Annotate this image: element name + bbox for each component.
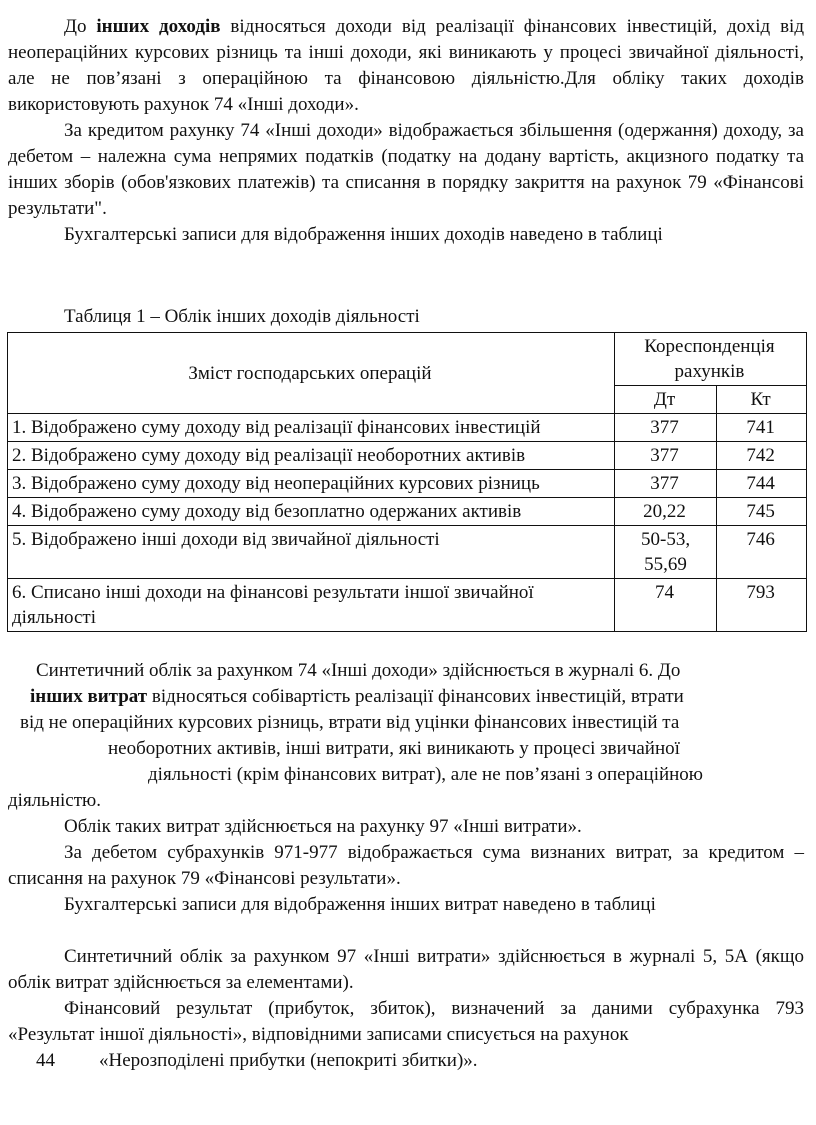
text-body: відносяться доходи від реалізації фінансових інвестицій, дохід від неопераційних курсових різниць та інші доходи, які виникають у процесі звичайної діяльності, але не пов’язані з операційною та фінансовою діяльністю.Для обліку таких доходів використовують рахунок 74 «Інші доходи». — [8, 16, 804, 115]
paragraph-subaccounts-971-977: За дебетом субрахунків 971-977 відображається сума визнаних витрат, за кредитом – списання на рахунок 79 «Фінансові результати». — [8, 842, 804, 889]
table-header-row — [8, 333, 807, 386]
credit-cell: 793 — [717, 579, 807, 632]
operation-cell: 2. Відображено суму доходу від реалізації необоротних активів — [8, 442, 615, 470]
bold-term-other-expenses: інших витрат — [30, 686, 148, 707]
text-prefix: До — [64, 16, 97, 37]
header-debit: Дт — [614, 386, 716, 414]
table-row — [8, 579, 807, 632]
paragraph-financial-result: Фінансовий результат (прибуток, збиток), визначений за даними субрахунка 793 «Результат іншої діяльності», відповідними записами списується на рахунок — [8, 998, 804, 1045]
operation-cell: 4. Відображено суму доходу від безоплатно одержаних активів — [8, 498, 615, 526]
income-accounting-table — [7, 332, 807, 632]
paragraph-journal-5: Синтетичний облік за рахунком 97 «Інші витрати» здійснюється в журналі 5, 5А (якщо облік витрат здійснюється за елементами). — [8, 946, 804, 993]
credit-cell: 741 — [717, 414, 807, 442]
table-row — [8, 526, 807, 579]
debit-cell: 74 — [614, 579, 716, 632]
text-line: Бухгалтерські записи для відображення інших доходів наведено в таблиці — [64, 224, 663, 245]
table-row — [8, 414, 807, 442]
operation-cell: 5. Відображено інші доходи від звичайної діяльності — [8, 526, 615, 579]
operation-cell: 1. Відображено суму доходу від реалізації фінансових інвестицій — [8, 414, 615, 442]
paragraph-other-income — [8, 14, 804, 118]
debit-cell: 50-53, 55,69 — [614, 526, 716, 579]
debit-cell: 377 — [614, 470, 716, 498]
operation-cell: 3. Відображено суму доходу від неопераційних курсових різниць — [8, 470, 615, 498]
paragraph-table-reference-1 — [8, 222, 804, 274]
bold-term-other-income: інших доходів — [96, 16, 221, 37]
text-body: «Нерозподілені прибутки (непокриті збитки)». — [99, 1050, 478, 1071]
document-page — [8, 14, 804, 1074]
expenses-section — [8, 658, 804, 1074]
table-row — [8, 442, 807, 470]
header-correspondence: Кореспонденція рахунків — [614, 333, 806, 386]
credit-cell: 744 — [717, 470, 807, 498]
operation-cell: 6. Списано інші доходи на фінансові результати іншої звичайної діяльності — [8, 579, 615, 632]
text-line — [8, 1048, 804, 1074]
account-number: 44 — [36, 1050, 55, 1071]
text-line: Бухгалтерські записи для відображення інших витрат наведено в таблиці — [64, 894, 656, 915]
paragraph-table-reference-2 — [8, 892, 804, 944]
paragraph-account-97: Облік таких витрат здійснюється на рахунку 97 «Інші витрати». — [64, 816, 582, 837]
table-row — [8, 470, 807, 498]
text-line: діяльністю. — [8, 790, 101, 811]
debit-cell: 20,22 — [614, 498, 716, 526]
text-line — [8, 684, 804, 710]
table-caption: Таблиця 1 – Облік інших доходів діяльності — [64, 306, 420, 327]
paragraph-credit-account-74: За кредитом рахунку 74 «Інші доходи» відображається збільшення (одержання) доходу, за дебетом – належна сума непрямих податків (податку на додану вартість, акцизного податку та інших зборів (обов'язкових платежів) та списання в порядку закриття на рахунок 79 «Фінансові результати". — [8, 120, 804, 219]
text-line: діяльності (крім фінансових витрат), але не пов’язані з операційною — [148, 764, 703, 785]
debit-cell: 377 — [614, 414, 716, 442]
text-line: Синтетичний облік за рахунком 74 «Інші доходи» здійснюється в журналі 6. До — [36, 660, 681, 681]
credit-cell: 746 — [717, 526, 807, 579]
header-operations: Зміст господарських операцій — [8, 333, 615, 414]
credit-cell: 745 — [717, 498, 807, 526]
credit-cell: 742 — [717, 442, 807, 470]
text-line: необоротних активів, інші витрати, які виникають у процесі звичайної — [108, 738, 680, 759]
header-credit: Кт — [717, 386, 807, 414]
text-body: відносяться собівартість реалізації фінансових інвестицій, втрати — [147, 686, 684, 707]
text-line: від не операційних курсових різниць, втрати від уцінки фінансових інвестицій та — [20, 712, 680, 733]
debit-cell: 377 — [614, 442, 716, 470]
table-row — [8, 498, 807, 526]
